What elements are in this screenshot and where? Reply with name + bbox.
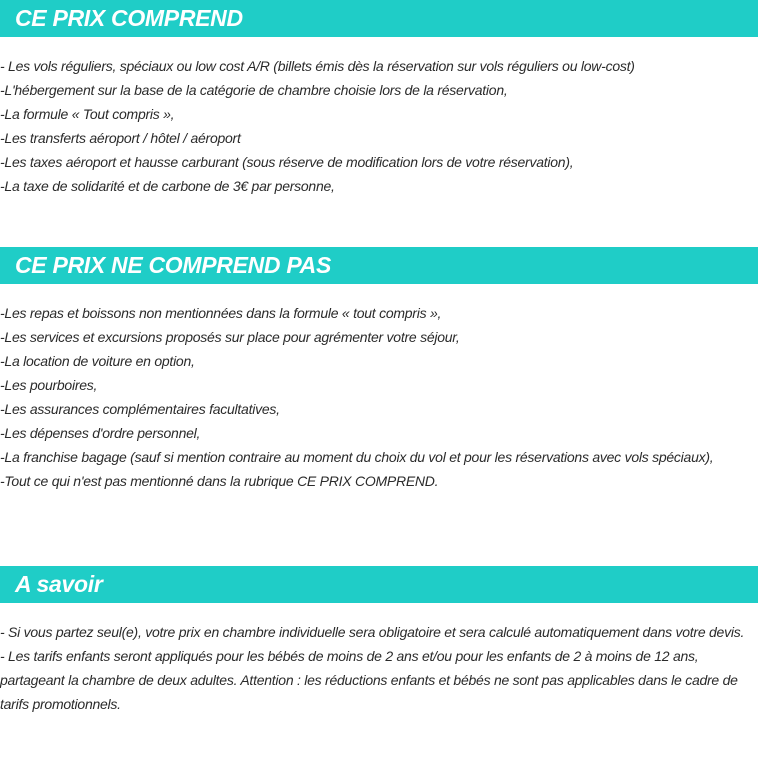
list-item: -La franchise bagage (sauf si mention contraire au moment du choix du vol et pour les réservations avec vols spéciaux),: [0, 449, 714, 465]
section-header-good-to-know: A savoir: [0, 566, 758, 603]
list-item: -La taxe de solidarité et de carbone de 3€ par personne,: [0, 178, 335, 194]
paragraph: - Les tarifs enfants seront appliqués pour les bébés de moins de 2 ans et/ou pour les enfants de 2 à moins de 12 ans, partageant la chambre de deux adultes. Attention : les réductions enfants et bébés ne sont pas applicables dans le cadre de tarifs promotionnels.: [0, 648, 738, 712]
list-item: - Les vols réguliers, spéciaux ou low cost A/R (billets émis dès la réservation sur vols réguliers ou low-cost): [0, 58, 635, 74]
list-item: -Les repas et boissons non mentionnées dans la formule « tout compris »,: [0, 305, 442, 321]
list-item: -La location de voiture en option,: [0, 353, 195, 369]
section-header-not-included: CE PRIX NE COMPREND PAS: [0, 247, 758, 284]
list-item: -Les taxes aéroport et hausse carburant (sous réserve de modification lors de votre réservation),: [0, 154, 574, 170]
list-item: -L'hébergement sur la base de la catégorie de chambre choisie lors de la réservation,: [0, 82, 508, 98]
list-item: -Les dépenses d'ordre personnel,: [0, 425, 201, 441]
list-item: -Les assurances complémentaires facultatives,: [0, 401, 280, 417]
section-body-not-included: [0, 301, 758, 493]
list-item: -Tout ce qui n'est pas mentionné dans la rubrique CE PRIX COMPREND.: [0, 473, 439, 489]
section-header-included: CE PRIX COMPREND: [0, 0, 758, 37]
list-item: -Les services et excursions proposés sur place pour agrémenter votre séjour,: [0, 329, 460, 345]
paragraph: - Si vous partez seul(e), votre prix en chambre individuelle sera obligatoire et sera calculé automatiquement dans votre devis.: [0, 624, 745, 640]
list-item: -Les transferts aéroport / hôtel / aéroport: [0, 130, 241, 146]
section-body-good-to-know: [0, 620, 758, 716]
list-item: -La formule « Tout compris »,: [0, 106, 175, 122]
section-body-included: [0, 54, 758, 198]
list-item: -Les pourboires,: [0, 377, 98, 393]
